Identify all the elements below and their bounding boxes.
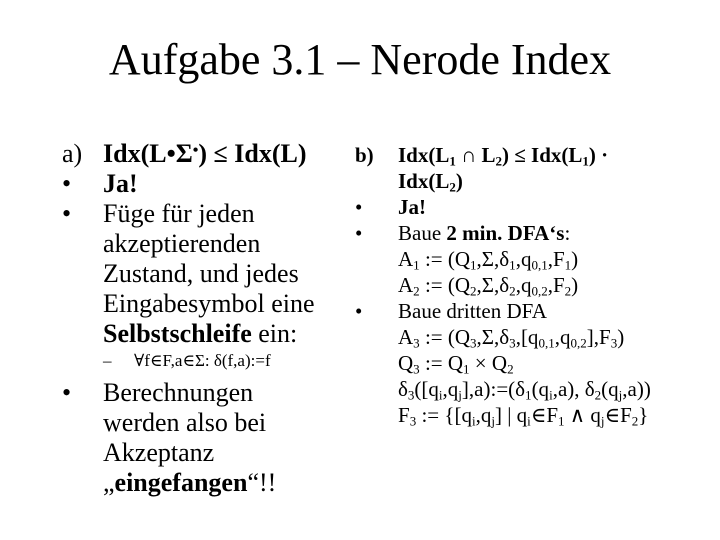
text-line: Zustand, und jedes	[103, 259, 299, 288]
bullet: •	[355, 299, 363, 323]
dfa-a1: $A_1$ := $(Q_1,\Sigma,\delta_1,q_{0,1},F_1)$	[398, 247, 579, 273]
formula-self-loop: ∀f∈F,a∈Σ: δ(f,a):=f	[134, 351, 271, 370]
text-line: Füge für jeden	[103, 199, 255, 228]
answer-ja: Ja!	[398, 195, 426, 219]
dash-bullet: –	[103, 351, 112, 370]
text-line: Baue 2 min. DFA‘s:	[398, 221, 571, 245]
text-line: werden also bei	[103, 408, 267, 437]
bullet: •	[62, 378, 72, 407]
bullet: •	[355, 221, 363, 245]
item-a-label: a)	[62, 139, 83, 168]
item-b-statement-cont: $Idx(L_2)$	[398, 169, 463, 195]
slide-title: Aufgabe 3.1 – Nerode Index	[108, 35, 612, 84]
text-line: Baue dritten DFA	[398, 299, 547, 323]
states-q3: $Q_3$ := $Q_1 \times Q_2$	[398, 351, 514, 377]
bullet: •	[355, 195, 363, 219]
dfa-a3: $A_3$ := $(Q_3,\Sigma,\delta_3,[q_{0,1},q_{0,2}],F_3)$	[398, 325, 625, 351]
item-b-label: b)	[355, 143, 374, 167]
bullet: •	[62, 199, 72, 228]
answer-ja: Ja!	[103, 169, 138, 198]
item-b-statement: $Idx(L_1$ ∩ $L_2) \le Idx(L_1)$ ·	[398, 143, 609, 169]
final-states-f3: $F_3$ := {$[q_i,q_j]$ | $q_i\in F_1$ ∧ $q_j\in F_2$}	[398, 403, 649, 429]
text-line: Akzeptanz	[103, 438, 215, 467]
dfa-a2: $A_2$ := $(Q_2,\Sigma,\delta_2,q_{0,2},F_2)$	[398, 273, 579, 299]
text-line: Eingabesymbol eine	[103, 289, 315, 318]
item-a-statement: Idx(L•Σ•) ≤ Idx(L)	[103, 139, 307, 168]
text-line: Berechnungen	[103, 378, 254, 407]
text-line: Selbstschleife ein:	[103, 319, 298, 348]
transition-delta3: $\delta_3([q_i,q_j],a):=(\delta_1(q_i,a)$, $\delta_2(q_j,a)$)	[398, 377, 651, 403]
text-line: „eingefangen“!!	[103, 468, 277, 497]
text-line: akzeptierenden	[103, 229, 261, 258]
bullet: •	[62, 169, 72, 198]
